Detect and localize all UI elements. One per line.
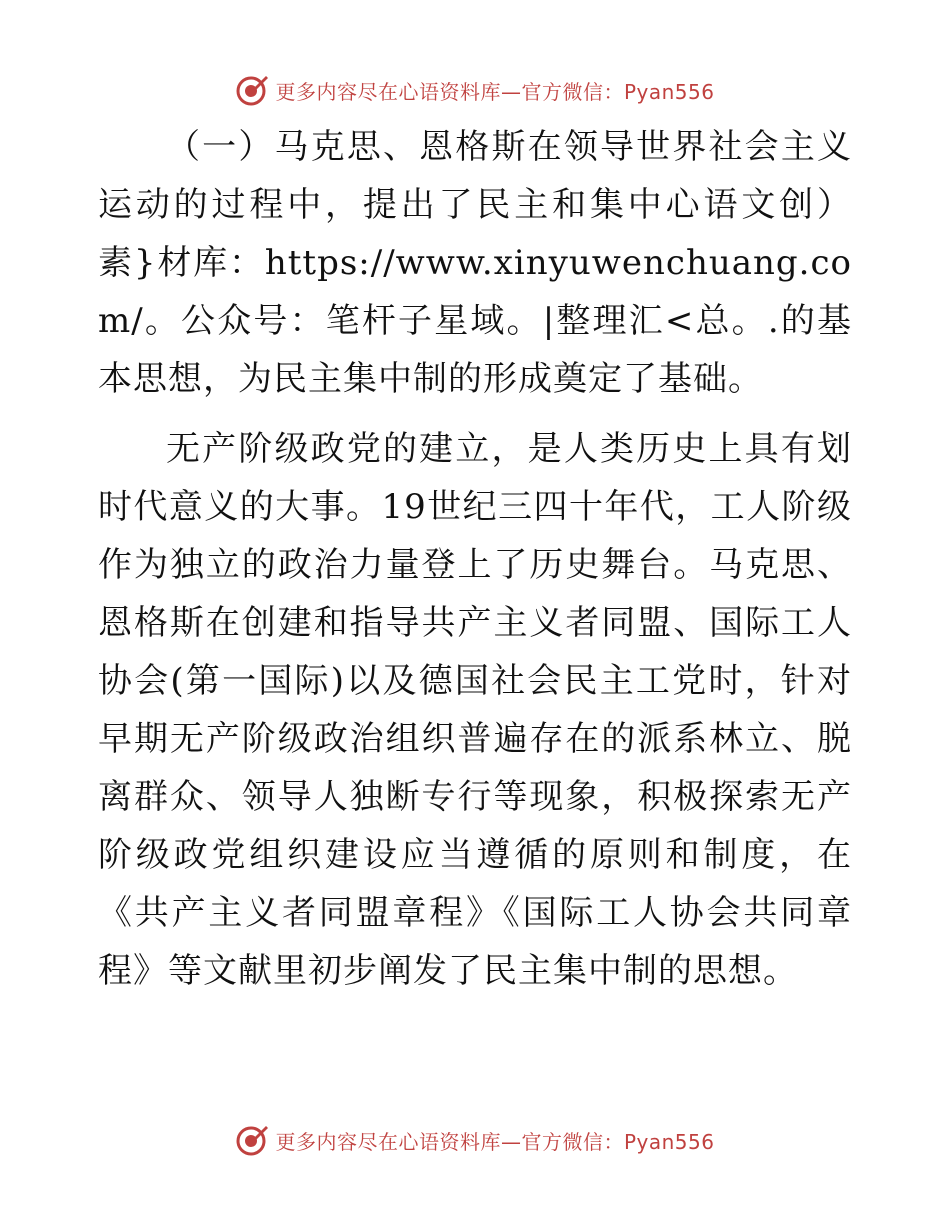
quill-seal-icon [235, 73, 269, 107]
footer-watermark [0, 1120, 950, 1160]
quill-seal-icon [235, 1123, 269, 1157]
watermark-text: 更多内容尽在心语资料库—官方微信：Pyan556 [275, 1129, 715, 1154]
paragraph-1: （一）马克思、恩格斯在领导世界社会主义运动的过程中，提出了民主和集中心语文创）素}材库：https://www.xinyuwenchuang.com/。公众号：笔杆子星域。|整理汇<总。.的基本思想，为民主集中制的形成奠定了基础。 [98, 127, 852, 399]
watermark-text: 更多内容尽在心语资料库—官方微信：Pyan556 [275, 79, 715, 104]
paragraph-2: 无产阶级政党的建立，是人类历史上具有划时代意义的大事。19世纪三四十年代，工人阶级作为独立的政治力量登上了历史舞台。马克思、恩格斯在创建和指导共产主义者同盟、国际工人协会(第一国际)以及德国社会民主工党时，针对早期无产阶级政治组织普遍存在的派系林立、脱离群众、领导人独断专行等现象，积极探索无产阶级政党组织建设应当遵循的原则和制度，在《共产主义者同盟章程》《国际工人协会共同章程》等文献里初步阐发了民主集中制的思想。 [98, 429, 852, 991]
header-watermark [0, 70, 950, 110]
document-body [98, 118, 852, 1000]
